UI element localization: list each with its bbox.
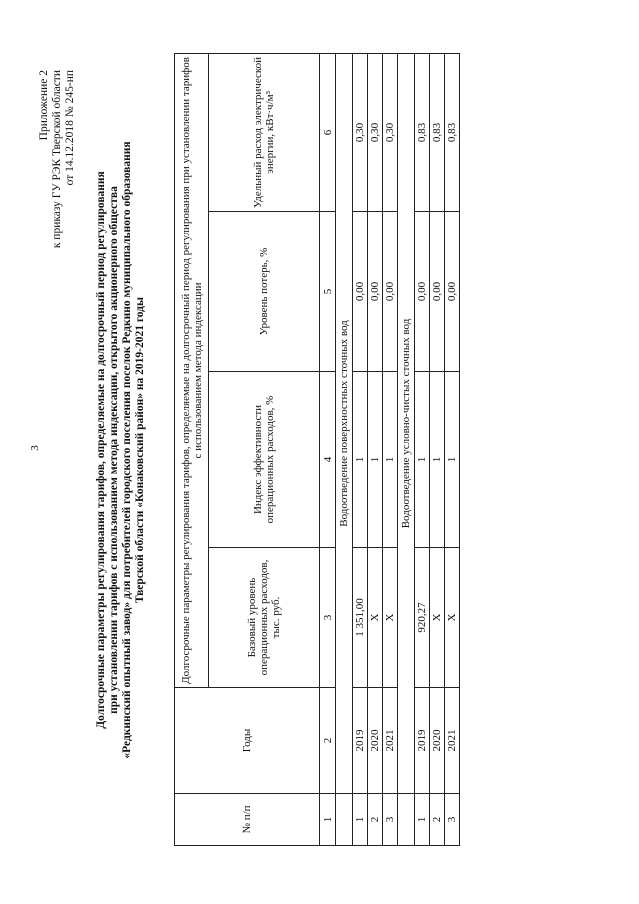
- header-year: Годы: [175, 688, 320, 794]
- row-energy: 0,83: [415, 53, 430, 211]
- section-spacer: [398, 794, 415, 846]
- row-base: 1 351,00: [353, 548, 368, 688]
- column-number: 1: [320, 794, 336, 846]
- row-energy: 0,30: [353, 53, 368, 211]
- row-loss: 0,00: [383, 212, 398, 372]
- section-row: [398, 53, 415, 845]
- page-number: 3: [28, 445, 41, 451]
- row-num: 1: [353, 794, 368, 846]
- row-num: 2: [368, 794, 383, 846]
- row-loss: 0,00: [353, 212, 368, 372]
- header-row-group: [175, 53, 209, 845]
- section-row: [336, 53, 353, 845]
- row-year: 2020: [430, 688, 445, 794]
- appendix-line-1: Приложение 2: [38, 70, 50, 141]
- title-line-1: Долгосрочные параметры регулирования тарифов, определяемые на долгосрочный период регулирования: [95, 171, 107, 729]
- row-energy: 0,30: [383, 53, 398, 211]
- table-row: [430, 53, 445, 845]
- row-loss: 0,00: [430, 212, 445, 372]
- row-base: Х: [445, 548, 460, 688]
- header-loss-level: Уровень потерь, %: [209, 212, 320, 372]
- row-energy: 0,30: [368, 53, 383, 211]
- table-row: [445, 53, 460, 845]
- column-number: 2: [320, 688, 336, 794]
- row-energy: 0,83: [445, 53, 460, 211]
- section-spacer: [336, 794, 353, 846]
- row-loss: 0,00: [445, 212, 460, 372]
- title-line-2: при установлении тарифов с использованием метода индексации, открытого акционерного общества: [108, 186, 120, 714]
- row-year: 2021: [383, 688, 398, 794]
- row-year: 2019: [353, 688, 368, 794]
- section-title: Водоотведение поверхностных сточных вод: [336, 53, 353, 793]
- header-num: № п/п: [175, 794, 320, 846]
- table-row: [368, 53, 383, 845]
- row-loss: 0,00: [368, 212, 383, 372]
- row-num: 3: [445, 794, 460, 846]
- header-group: Долгосрочные параметры регулирования тарифов, определяемые на долгосрочный период регулирования при установлении тарифов с использованием метода индексации: [175, 53, 209, 687]
- column-number: 6: [320, 53, 336, 211]
- row-num: 3: [383, 794, 398, 846]
- row-index: 1: [383, 372, 398, 548]
- title-line-3: «Редкинский опытный завод» для потребителей городского поселения поселок Редкино муниципального образования: [121, 141, 133, 759]
- row-index: 1: [368, 372, 383, 548]
- table-row: [415, 53, 430, 845]
- header-energy-consumption: Удельный расход электрической энергии, кВт·ч/м³: [209, 53, 320, 211]
- parameters-table: [174, 53, 460, 846]
- appendix-line-2: к приказу ГУ РЭК Тверской области: [51, 70, 63, 249]
- column-number-row: [320, 53, 336, 845]
- row-num: 2: [430, 794, 445, 846]
- title-line-4: Тверской области «Конаковский район» на 2019-2021 годы: [134, 297, 146, 603]
- row-energy: 0,83: [430, 53, 445, 211]
- section-title: Водоотведение условно-чистых сточных вод: [398, 53, 415, 793]
- appendix-line-3: от 14.12.2018 № 245-нп: [64, 70, 76, 186]
- document-title: [95, 90, 147, 810]
- row-base: Х: [383, 548, 398, 688]
- row-year: 2019: [415, 688, 430, 794]
- table-row: [353, 53, 368, 845]
- row-num: 1: [415, 794, 430, 846]
- row-loss: 0,00: [415, 212, 430, 372]
- column-number: 5: [320, 212, 336, 372]
- column-number: 3: [320, 548, 336, 688]
- row-index: 1: [353, 372, 368, 548]
- row-base: Х: [430, 548, 445, 688]
- row-index: 1: [430, 372, 445, 548]
- header-base-opex: Базовый уровень операционных расходов, тыс. руб.: [209, 548, 320, 688]
- row-base: 920,27: [415, 548, 430, 688]
- row-base: Х: [368, 548, 383, 688]
- row-index: 1: [415, 372, 430, 548]
- row-index: 1: [445, 372, 460, 548]
- column-number: 4: [320, 372, 336, 548]
- table-row: [383, 53, 398, 845]
- row-year: 2020: [368, 688, 383, 794]
- appendix-note: [38, 70, 77, 248]
- header-efficiency-index: Индекс эффективности операционных расходов, %: [209, 372, 320, 548]
- row-year: 2021: [445, 688, 460, 794]
- rotated-sheet: [20, 30, 610, 870]
